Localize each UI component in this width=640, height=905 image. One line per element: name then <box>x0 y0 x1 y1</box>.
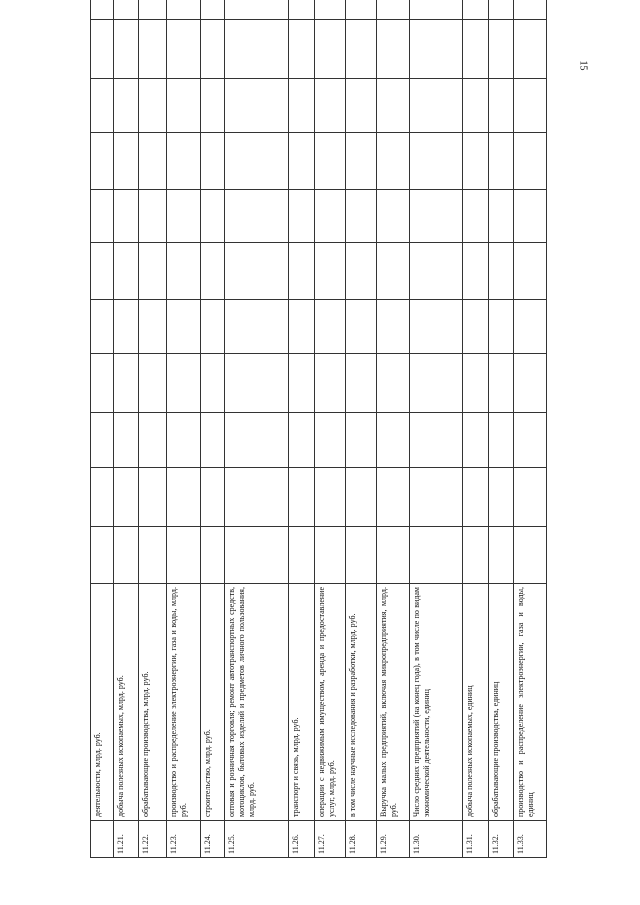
table-row <box>91 0 114 858</box>
empty-cell <box>514 133 547 190</box>
empty-cell <box>200 190 225 243</box>
table-row <box>409 0 462 858</box>
empty-cell <box>225 79 289 133</box>
empty-cell <box>113 243 139 300</box>
row-number: 11.29. <box>376 821 409 858</box>
empty-cell <box>409 413 462 468</box>
empty-cell <box>200 468 225 527</box>
empty-cell <box>315 527 346 584</box>
empty-cell <box>409 527 462 584</box>
empty-cell <box>288 354 315 413</box>
empty-cell <box>409 0 462 20</box>
empty-cell <box>462 468 488 527</box>
empty-cell <box>139 468 167 527</box>
empty-cell <box>315 133 346 190</box>
empty-cell <box>315 413 346 468</box>
empty-cell <box>139 79 167 133</box>
empty-cell <box>346 300 377 354</box>
table-row <box>113 0 139 858</box>
empty-cell <box>488 0 514 20</box>
empty-cell <box>113 468 139 527</box>
empty-cell <box>488 413 514 468</box>
empty-cell <box>376 300 409 354</box>
row-number: 11.25. <box>225 821 289 858</box>
row-number: 11.24. <box>200 821 225 858</box>
empty-cell <box>462 133 488 190</box>
empty-cell <box>139 133 167 190</box>
empty-cell <box>288 0 315 20</box>
empty-cell <box>514 413 547 468</box>
empty-cell <box>315 79 346 133</box>
empty-cell <box>488 243 514 300</box>
empty-cell <box>346 527 377 584</box>
row-label: операции с недвижимым имуществом, аренда и предоставление услуг, млрд. руб. <box>315 584 346 821</box>
row-label: обрабатывающие производства, единиц <box>488 584 514 821</box>
empty-cell <box>200 354 225 413</box>
empty-cell <box>409 300 462 354</box>
empty-cell <box>166 527 200 584</box>
empty-cell <box>462 20 488 79</box>
empty-cell <box>488 190 514 243</box>
empty-cell <box>346 413 377 468</box>
empty-cell <box>409 468 462 527</box>
empty-cell <box>376 243 409 300</box>
empty-cell <box>166 133 200 190</box>
empty-cell <box>200 413 225 468</box>
empty-cell <box>376 79 409 133</box>
empty-cell <box>225 354 289 413</box>
empty-cell <box>315 243 346 300</box>
table-row <box>315 0 346 858</box>
empty-cell <box>488 79 514 133</box>
empty-cell <box>462 0 488 20</box>
table-row <box>514 0 547 858</box>
empty-cell <box>409 243 462 300</box>
empty-cell <box>462 354 488 413</box>
empty-cell <box>200 20 225 79</box>
row-number: 11.26. <box>288 821 315 858</box>
row-label: производство и распределение электроэнергии, газа и воды, млрд. руб. <box>166 584 200 821</box>
empty-cell <box>91 79 114 133</box>
empty-cell <box>514 0 547 20</box>
empty-cell <box>288 190 315 243</box>
empty-cell <box>166 190 200 243</box>
row-label: транспорт и связь, млрд. руб. <box>288 584 315 821</box>
row-number: 11.30. <box>409 821 462 858</box>
page-number: 15 <box>577 60 589 71</box>
empty-cell <box>91 354 114 413</box>
row-label: Число средних предприятий (на конец года), в том числе по видам экономической деятельности, единиц <box>409 584 462 821</box>
empty-cell <box>514 468 547 527</box>
empty-cell <box>488 20 514 79</box>
empty-cell <box>514 354 547 413</box>
empty-cell <box>514 300 547 354</box>
row-number: 11.33. <box>514 821 547 858</box>
empty-cell <box>462 413 488 468</box>
empty-cell <box>288 243 315 300</box>
empty-cell <box>225 300 289 354</box>
row-label: деятельности, млрд. руб. <box>91 584 114 821</box>
row-number: 11.32. <box>488 821 514 858</box>
empty-cell <box>288 79 315 133</box>
empty-cell <box>200 133 225 190</box>
empty-cell <box>113 527 139 584</box>
empty-cell <box>346 79 377 133</box>
empty-cell <box>113 413 139 468</box>
empty-cell <box>514 20 547 79</box>
empty-cell <box>225 0 289 20</box>
row-number <box>91 821 114 858</box>
empty-cell <box>488 300 514 354</box>
empty-cell <box>91 527 114 584</box>
empty-cell <box>166 243 200 300</box>
table-row <box>200 0 225 858</box>
table-row <box>288 0 315 858</box>
row-number: 11.21. <box>113 821 139 858</box>
row-label: добыча полезных ископаемых, единиц <box>462 584 488 821</box>
empty-cell <box>315 20 346 79</box>
row-label: добыча полезных ископаемых, млрд. руб. <box>113 584 139 821</box>
row-number: 11.27. <box>315 821 346 858</box>
table-row <box>139 0 167 858</box>
empty-cell <box>376 468 409 527</box>
empty-cell <box>315 468 346 527</box>
row-label: строительство, млрд. руб. <box>200 584 225 821</box>
empty-cell <box>166 300 200 354</box>
indicators-table <box>90 0 547 858</box>
empty-cell <box>166 354 200 413</box>
empty-cell <box>462 243 488 300</box>
empty-cell <box>346 133 377 190</box>
row-label: производство и распределение электроэнергии, газа и воды, единиц <box>514 584 547 821</box>
empty-cell <box>346 0 377 20</box>
empty-cell <box>166 0 200 20</box>
empty-cell <box>166 468 200 527</box>
empty-cell <box>376 133 409 190</box>
empty-cell <box>200 527 225 584</box>
empty-cell <box>91 300 114 354</box>
empty-cell <box>139 243 167 300</box>
empty-cell <box>200 79 225 133</box>
row-label: в том числе научные исследования и разработки, млрд. руб. <box>346 584 377 821</box>
empty-cell <box>166 20 200 79</box>
empty-cell <box>225 243 289 300</box>
empty-cell <box>288 300 315 354</box>
empty-cell <box>200 0 225 20</box>
empty-cell <box>225 468 289 527</box>
empty-cell <box>514 527 547 584</box>
empty-cell <box>91 20 114 79</box>
empty-cell <box>288 20 315 79</box>
empty-cell <box>139 300 167 354</box>
empty-cell <box>409 20 462 79</box>
empty-cell <box>514 190 547 243</box>
empty-cell <box>376 413 409 468</box>
empty-cell <box>346 190 377 243</box>
empty-cell <box>113 300 139 354</box>
empty-cell <box>225 413 289 468</box>
empty-cell <box>139 413 167 468</box>
empty-cell <box>488 133 514 190</box>
empty-cell <box>488 527 514 584</box>
empty-cell <box>315 354 346 413</box>
empty-cell <box>462 527 488 584</box>
empty-cell <box>315 300 346 354</box>
empty-cell <box>139 354 167 413</box>
empty-cell <box>139 527 167 584</box>
empty-cell <box>113 79 139 133</box>
empty-cell <box>225 190 289 243</box>
table-row <box>346 0 377 858</box>
empty-cell <box>462 300 488 354</box>
table-row <box>488 0 514 858</box>
empty-cell <box>288 133 315 190</box>
empty-cell <box>139 190 167 243</box>
empty-cell <box>288 468 315 527</box>
empty-cell <box>409 190 462 243</box>
empty-cell <box>315 0 346 20</box>
empty-cell <box>113 20 139 79</box>
empty-cell <box>488 354 514 413</box>
empty-cell <box>346 243 377 300</box>
empty-cell <box>346 354 377 413</box>
empty-cell <box>91 243 114 300</box>
empty-cell <box>113 0 139 20</box>
table-row <box>462 0 488 858</box>
row-number: 11.23. <box>166 821 200 858</box>
empty-cell <box>225 133 289 190</box>
empty-cell <box>200 300 225 354</box>
empty-cell <box>376 527 409 584</box>
empty-cell <box>91 413 114 468</box>
empty-cell <box>315 190 346 243</box>
row-number: 11.22. <box>139 821 167 858</box>
row-number: 11.31. <box>462 821 488 858</box>
empty-cell <box>113 190 139 243</box>
empty-cell <box>514 79 547 133</box>
empty-cell <box>376 0 409 20</box>
empty-cell <box>225 527 289 584</box>
empty-cell <box>139 20 167 79</box>
row-number: 11.28. <box>346 821 377 858</box>
empty-cell <box>113 133 139 190</box>
empty-cell <box>166 413 200 468</box>
empty-cell <box>91 133 114 190</box>
empty-cell <box>91 0 114 20</box>
empty-cell <box>514 243 547 300</box>
empty-cell <box>488 468 514 527</box>
empty-cell <box>376 354 409 413</box>
empty-cell <box>376 190 409 243</box>
empty-cell <box>409 79 462 133</box>
row-label: обрабатывающие производства, млрд. руб. <box>139 584 167 821</box>
empty-cell <box>288 527 315 584</box>
table-row <box>225 0 289 858</box>
row-label: оптовая и розничная торговля; ремонт автотранспортных средств, мотоциклов, бытовых изделий и предметов личного пользования, млрд. руб. <box>225 584 289 821</box>
table-row <box>166 0 200 858</box>
rotated-table-container <box>90 46 547 858</box>
empty-cell <box>91 190 114 243</box>
empty-cell <box>409 133 462 190</box>
empty-cell <box>462 190 488 243</box>
empty-cell <box>346 20 377 79</box>
row-label: Выручка малых предприятий, включая микропредприятия, млрд. руб. <box>376 584 409 821</box>
empty-cell <box>409 354 462 413</box>
empty-cell <box>113 354 139 413</box>
empty-cell <box>166 79 200 133</box>
table-row <box>376 0 409 858</box>
empty-cell <box>462 79 488 133</box>
empty-cell <box>139 0 167 20</box>
empty-cell <box>346 468 377 527</box>
empty-cell <box>288 413 315 468</box>
empty-cell <box>376 20 409 79</box>
empty-cell <box>225 20 289 79</box>
empty-cell <box>200 243 225 300</box>
empty-cell <box>91 468 114 527</box>
